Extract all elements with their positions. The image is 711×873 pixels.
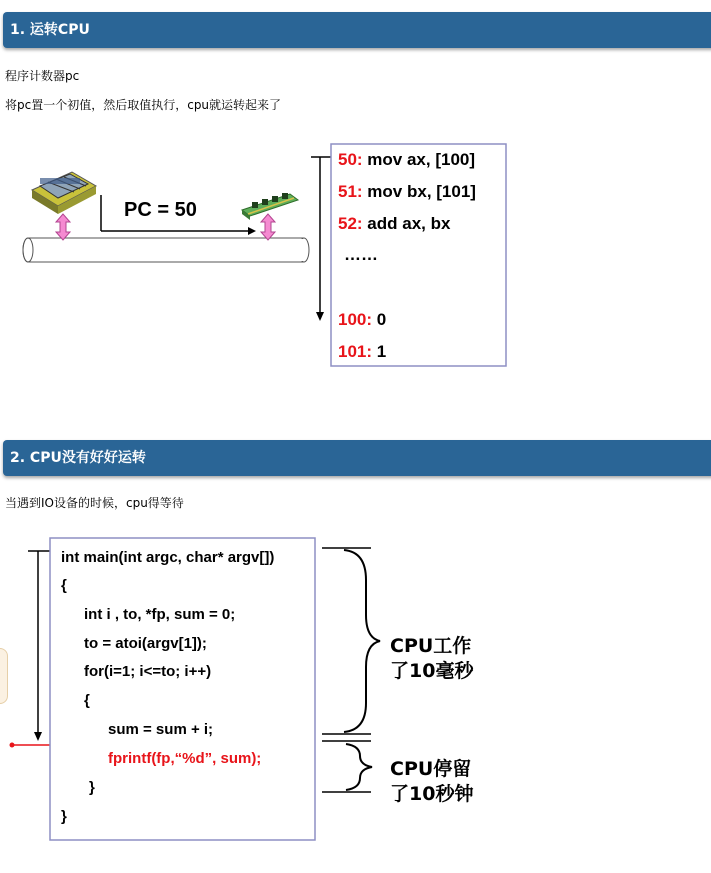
memory-row: 101: 1: [338, 342, 387, 361]
code-line: {: [61, 577, 67, 594]
code-line: int i , to, *fp, sum = 0;: [84, 606, 236, 623]
section-2-line-1: 当遇到IO设备的时候，cpu得等待: [5, 496, 184, 510]
memory-row: 52: add ax, bx: [338, 214, 451, 233]
code-line: for(i=1; i<=to; i++): [84, 663, 212, 680]
code-line: to = atoi(argv[1]);: [84, 635, 207, 652]
section-1-header: 1. 运转CPU: [3, 12, 711, 48]
code-line: }: [89, 779, 95, 796]
brace-labels: [390, 634, 474, 805]
memory-row: 51: mov bx, [101]: [338, 182, 476, 201]
pc-label: PC = 50: [124, 199, 197, 221]
wait-label-1: CPU停留: [390, 758, 472, 780]
code-line-io: fprintf(fp,“%d”, sum);: [108, 750, 262, 767]
code-line: }: [61, 808, 67, 825]
memory-ellipsis: ……: [344, 245, 378, 264]
section-2-header: 2. CPU没有好好运转: [3, 440, 711, 476]
wait-label-2: 了10秒钟: [390, 783, 474, 805]
memory-row: 50: mov ax, [100]: [338, 150, 476, 169]
wait-brace: [346, 744, 372, 790]
code-line: sum = sum + i;: [108, 721, 214, 738]
section-1-line-1: 程序计数器pc: [5, 69, 80, 83]
range-lines: [322, 548, 371, 792]
execution-arrow: [28, 551, 50, 741]
code-line: {: [84, 692, 90, 709]
work-label-1: CPU工作: [390, 635, 472, 657]
memory-row: 100: 0: [338, 310, 387, 329]
work-brace: [344, 550, 380, 732]
code-line: int main(int argc, char* argv[]): [61, 549, 275, 566]
section-1-line-2: 将pc置一个初值，然后取值执行，cpu就运转起来了: [5, 98, 282, 112]
work-label-2: 了10毫秒: [390, 660, 474, 682]
